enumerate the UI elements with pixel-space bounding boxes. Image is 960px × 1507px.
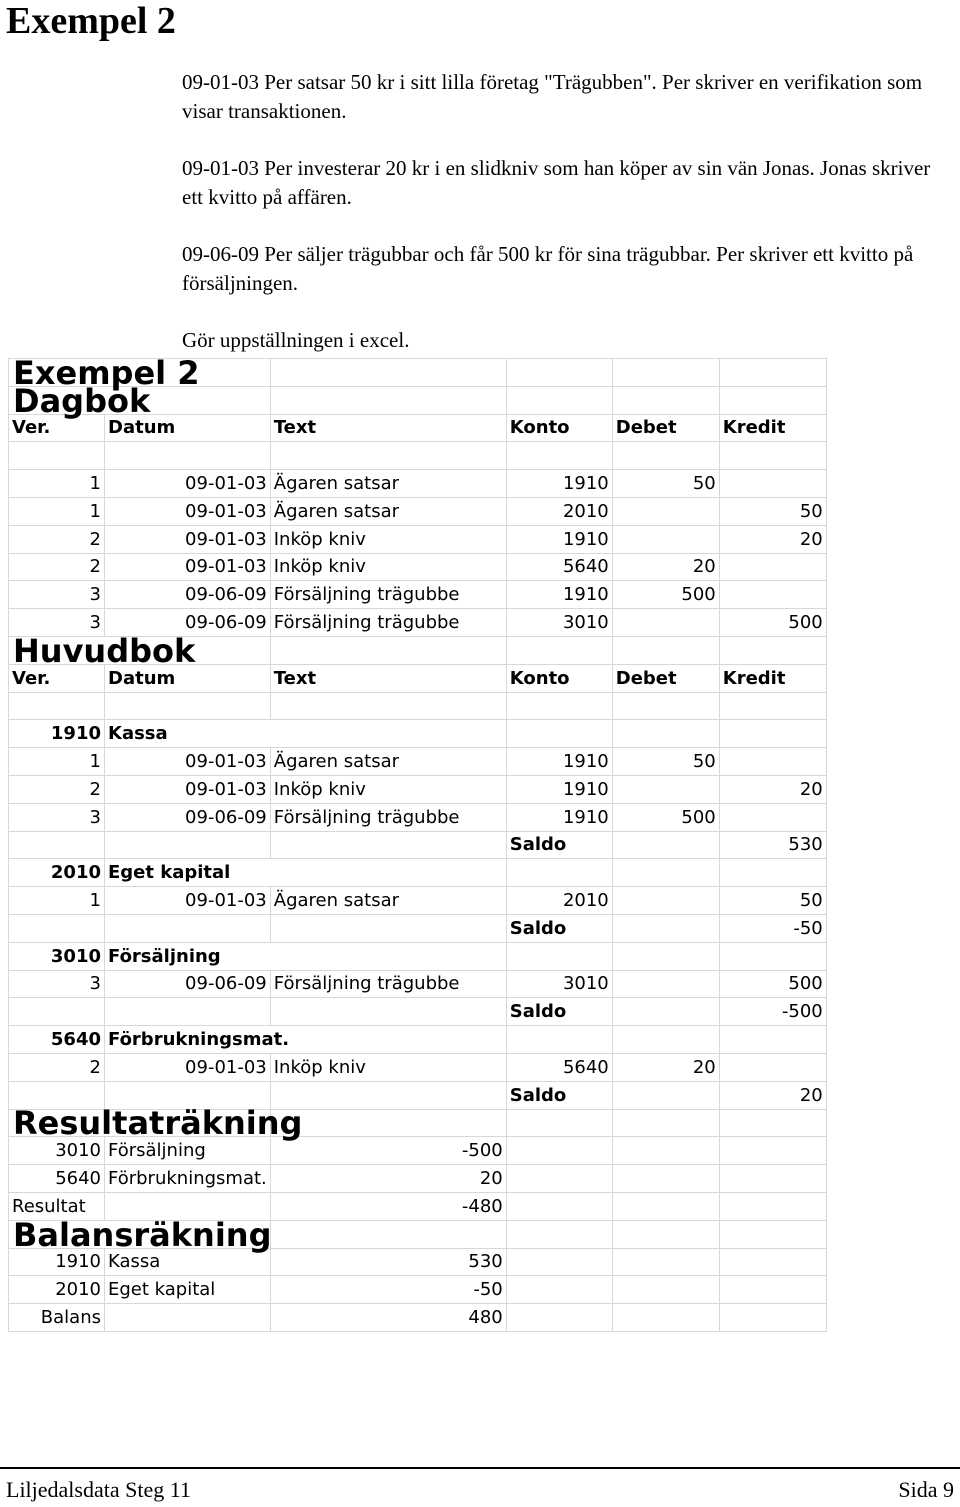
section-title: Exempel 2 [9, 359, 271, 387]
cell [105, 998, 271, 1026]
cell [506, 859, 612, 887]
name-cell: Förbrukningsmat. [105, 1165, 271, 1193]
cell [719, 636, 826, 664]
account-header-row [9, 720, 827, 748]
date-cell: 09-01-03 [105, 887, 271, 915]
cell [506, 1137, 612, 1165]
ver-cell: 3 [9, 803, 105, 831]
debit-cell: 500 [612, 803, 719, 831]
section-title: Resultaträkning [9, 1109, 271, 1137]
saldo-label: Saldo [506, 831, 612, 859]
name-cell: Eget kapital [105, 1276, 271, 1304]
cell [719, 942, 826, 970]
cell [719, 1192, 826, 1220]
saldo-value: -50 [719, 914, 826, 942]
account-cell: 1910 [506, 470, 612, 498]
cell [270, 636, 506, 664]
debit-cell [612, 497, 719, 525]
amount-cell: -50 [270, 1276, 506, 1304]
cell [612, 998, 719, 1026]
text-cell: Inköp kniv [270, 775, 506, 803]
text-cell: Försäljning trägubbe [270, 803, 506, 831]
column-header: Text [270, 664, 506, 692]
ver-cell: 2 [9, 1053, 105, 1081]
text-cell: Försäljning trägubbe [270, 581, 506, 609]
credit-cell [719, 553, 826, 581]
page-footer [6, 1475, 954, 1505]
cell [270, 386, 506, 414]
resultat-title-row [9, 1109, 827, 1137]
account-cell: 5640 [506, 1053, 612, 1081]
cell [506, 942, 612, 970]
cell [612, 1026, 719, 1054]
balance-row [9, 1276, 827, 1304]
account-cell: 1910 [506, 803, 612, 831]
debit-cell: 50 [612, 748, 719, 776]
page-number: Sida 9 [898, 1477, 954, 1502]
date-cell: 09-01-03 [105, 553, 271, 581]
journal-row [9, 497, 827, 525]
cell [506, 386, 612, 414]
journal-row [9, 553, 827, 581]
cell [719, 1026, 826, 1054]
column-header: Kredit [719, 664, 826, 692]
column-header: Datum [105, 414, 271, 442]
cell [270, 1109, 506, 1137]
ver-cell: 1 [9, 470, 105, 498]
saldo-value: -500 [719, 998, 826, 1026]
cell [612, 859, 719, 887]
account-cell: 1910 [506, 525, 612, 553]
cell [506, 720, 612, 748]
column-header: Debet [612, 414, 719, 442]
debit-cell: 20 [612, 1053, 719, 1081]
cell [9, 831, 105, 859]
cell [612, 636, 719, 664]
cell [612, 914, 719, 942]
date-cell: 09-06-09 [105, 609, 271, 637]
column-header: Konto [506, 664, 612, 692]
text-cell: Ägaren satsar [270, 497, 506, 525]
cell [270, 359, 506, 387]
paragraph: Gör uppställningen i excel. [182, 328, 410, 352]
ver-cell: 3 [9, 581, 105, 609]
account-cell: 1910 [506, 775, 612, 803]
cell [719, 386, 826, 414]
text-cell: Försäljning trägubbe [270, 970, 506, 998]
total-label: Resultat [9, 1192, 105, 1220]
account-cell: 3010 [506, 609, 612, 637]
ver-cell: 3 [9, 970, 105, 998]
account-header-row [9, 1026, 827, 1054]
account-cell: 1910 [506, 748, 612, 776]
cell [9, 998, 105, 1026]
paragraph: 09-06-09 Per säljer trägubbar och får 500 kr för sina trägubbar. Per skriver ett kvitto på försäljningen. [182, 242, 914, 295]
cell [506, 359, 612, 387]
text-cell: Inköp kniv [270, 525, 506, 553]
result-row [9, 1165, 827, 1193]
cell [506, 636, 612, 664]
column-header: Ver. [9, 414, 105, 442]
column-header: Konto [506, 414, 612, 442]
text-cell: Inköp kniv [270, 1053, 506, 1081]
account-name: Försäljning [105, 942, 507, 970]
debit-cell: 50 [612, 470, 719, 498]
column-header: Debet [612, 664, 719, 692]
cell [612, 942, 719, 970]
saldo-value: 530 [719, 831, 826, 859]
cell [9, 692, 105, 720]
text-cell: Ägaren satsar [270, 748, 506, 776]
section-title: Balansräkning [9, 1220, 271, 1248]
account-number: 5640 [9, 1026, 105, 1054]
date-cell: 09-01-03 [105, 775, 271, 803]
amount-cell: 530 [270, 1248, 506, 1276]
cell [719, 720, 826, 748]
spreadsheet-grid [8, 353, 827, 1332]
amount-cell: -500 [270, 1137, 506, 1165]
saldo-label: Saldo [506, 1081, 612, 1109]
cell [105, 914, 271, 942]
account-header-row [9, 859, 827, 887]
credit-cell: 20 [719, 775, 826, 803]
page-heading: Exempel 2 [6, 0, 176, 42]
column-header: Kredit [719, 414, 826, 442]
account-number: 3010 [9, 942, 105, 970]
credit-cell [719, 748, 826, 776]
text-cell: Inköp kniv [270, 553, 506, 581]
cell [270, 998, 506, 1026]
cell [612, 692, 719, 720]
ver-cell: 1 [9, 887, 105, 915]
cell [506, 1026, 612, 1054]
cell [719, 1165, 826, 1193]
journal-row [9, 470, 827, 498]
credit-cell [719, 581, 826, 609]
journal-row [9, 581, 827, 609]
cell [719, 1276, 826, 1304]
saldo-row [9, 914, 827, 942]
dagbok-title-row [9, 386, 827, 414]
date-cell: 09-01-03 [105, 1053, 271, 1081]
account-cell: 2010 [506, 497, 612, 525]
cell [612, 1276, 719, 1304]
account-name: Kassa [105, 720, 507, 748]
account-header-row [9, 942, 827, 970]
ledger-row [9, 775, 827, 803]
paragraph: 09-01-03 Per satsar 50 kr i sitt lilla företag "Trägubben". Per skriver en verifikation som visar transaktionen. [182, 70, 923, 123]
credit-cell [719, 470, 826, 498]
ledger-row [9, 887, 827, 915]
cell [612, 1109, 719, 1137]
instructions [182, 68, 942, 383]
cell [105, 692, 271, 720]
date-cell: 09-06-09 [105, 970, 271, 998]
cell [612, 1248, 719, 1276]
ledger-row [9, 803, 827, 831]
date-cell: 09-01-03 [105, 525, 271, 553]
cell [612, 1137, 719, 1165]
debit-cell: 500 [612, 581, 719, 609]
amount-cell: 20 [270, 1165, 506, 1193]
cell [9, 914, 105, 942]
text-cell: Ägaren satsar [270, 887, 506, 915]
debit-cell [612, 970, 719, 998]
name-cell: Försäljning [105, 1137, 271, 1165]
credit-cell [719, 803, 826, 831]
ver-cell: 2 [9, 525, 105, 553]
account-cell: 5640 [506, 553, 612, 581]
date-cell: 09-01-03 [105, 470, 271, 498]
cell [506, 1109, 612, 1137]
account-cell: 2010 [506, 887, 612, 915]
cell [270, 692, 506, 720]
footer-left: Liljedalsdata Steg 11 [6, 1477, 191, 1502]
total-value: 480 [270, 1304, 506, 1332]
debit-cell [612, 525, 719, 553]
cell [506, 1165, 612, 1193]
cell [105, 442, 271, 470]
credit-cell: 500 [719, 609, 826, 637]
account-name: Förbrukningsmat. [105, 1026, 507, 1054]
cell [270, 831, 506, 859]
account-number: 2010 [9, 859, 105, 887]
cell [105, 831, 271, 859]
cell [719, 1137, 826, 1165]
ver-cell: 1 [9, 748, 105, 776]
ver-cell: 3 [9, 609, 105, 637]
ver-cell: 2 [9, 775, 105, 803]
section-title: Huvudbok [9, 636, 271, 664]
date-cell: 09-01-03 [105, 497, 271, 525]
excel-sheet [8, 353, 827, 1332]
ledger-row [9, 1053, 827, 1081]
debit-cell [612, 775, 719, 803]
column-header: Ver. [9, 664, 105, 692]
huvudbok-title-row [9, 636, 827, 664]
date-cell: 09-06-09 [105, 803, 271, 831]
text-cell: Försäljning trägubbe [270, 609, 506, 637]
saldo-value: 20 [719, 1081, 826, 1109]
balans-title-row [9, 1220, 827, 1248]
cell [270, 914, 506, 942]
total-value: -480 [270, 1192, 506, 1220]
paragraph: 09-01-03 Per investerar 20 kr i en slidkniv som han köper av sin vän Jonas. Jonas skriver ett kvitto på affären. [182, 156, 931, 209]
account-cell: 1910 [506, 581, 612, 609]
credit-cell: 500 [719, 970, 826, 998]
account-number: 1910 [9, 720, 105, 748]
cell [719, 1304, 826, 1332]
account-cell: 3010 [506, 970, 612, 998]
text-cell: Ägaren satsar [270, 470, 506, 498]
blank-row [9, 442, 827, 470]
account-cell: 2010 [9, 1276, 105, 1304]
cell [719, 859, 826, 887]
cell [612, 1192, 719, 1220]
saldo-label: Saldo [506, 998, 612, 1026]
cell [270, 1081, 506, 1109]
cell [612, 720, 719, 748]
cell [612, 1165, 719, 1193]
cell [612, 442, 719, 470]
cell [719, 1109, 826, 1137]
saldo-row [9, 831, 827, 859]
journal-row [9, 525, 827, 553]
cell [612, 359, 719, 387]
cell [270, 1220, 506, 1248]
account-cell: 5640 [9, 1165, 105, 1193]
account-cell: 1910 [9, 1248, 105, 1276]
credit-cell [719, 1053, 826, 1081]
debit-cell: 20 [612, 553, 719, 581]
cell [506, 1276, 612, 1304]
account-name: Eget kapital [105, 859, 507, 887]
cell [719, 442, 826, 470]
cell [612, 1081, 719, 1109]
cell [719, 1220, 826, 1248]
cell [270, 442, 506, 470]
blank-row [9, 692, 827, 720]
ledger-row [9, 970, 827, 998]
cell [506, 1220, 612, 1248]
ledger-row [9, 748, 827, 776]
account-cell: 3010 [9, 1137, 105, 1165]
balance-total-row [9, 1304, 827, 1332]
saldo-row [9, 998, 827, 1026]
cell [506, 692, 612, 720]
cell [719, 359, 826, 387]
ver-cell: 2 [9, 553, 105, 581]
credit-cell: 20 [719, 525, 826, 553]
ver-cell: 1 [9, 497, 105, 525]
saldo-label: Saldo [506, 914, 612, 942]
footer-divider [0, 1467, 960, 1469]
cell [506, 1248, 612, 1276]
cell [9, 442, 105, 470]
cell [612, 1220, 719, 1248]
cell [105, 1304, 271, 1332]
cell [612, 386, 719, 414]
cell [612, 1304, 719, 1332]
column-header: Text [270, 414, 506, 442]
column-header: Datum [105, 664, 271, 692]
date-cell: 09-01-03 [105, 748, 271, 776]
debit-cell [612, 609, 719, 637]
section-title: Dagbok [9, 386, 271, 414]
cell [506, 1304, 612, 1332]
cell [612, 831, 719, 859]
date-cell: 09-06-09 [105, 581, 271, 609]
name-cell: Kassa [105, 1248, 271, 1276]
debit-cell [612, 887, 719, 915]
cell [506, 1192, 612, 1220]
cell [719, 692, 826, 720]
cell [719, 1248, 826, 1276]
credit-cell: 50 [719, 887, 826, 915]
credit-cell: 50 [719, 497, 826, 525]
total-label: Balans [9, 1304, 105, 1332]
cell [506, 442, 612, 470]
